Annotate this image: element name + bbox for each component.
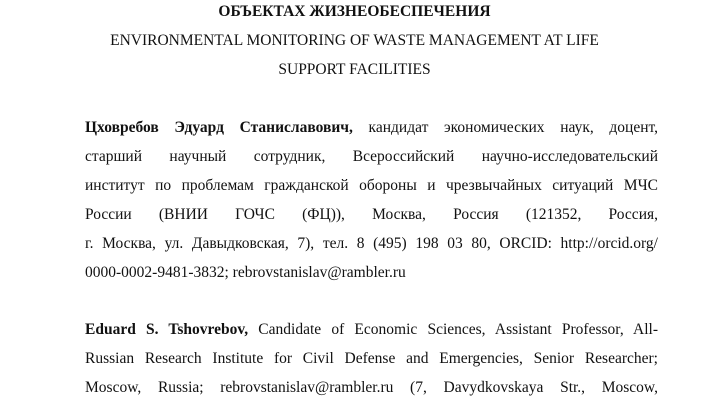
title-russian: ОБЪЕКТАХ ЖИЗНЕОБЕСПЕЧЕНИЯ bbox=[218, 3, 491, 20]
author-ru-line-5: г. Москва, ул. Давыдковская, 7), тел. 8 (495) 198 03 80, ORCID: http://orcid.org/ bbox=[85, 235, 658, 252]
author-en-name: Eduard S. Tshovrebov, bbox=[85, 321, 249, 338]
author-ru-line-1-rest: кандидат экономических наук, доцент, bbox=[368, 119, 658, 136]
author-en-line-1-rest: Candidate of Economic Sciences, Assistant Professor, All- bbox=[258, 321, 658, 338]
author-ru-line-4: России (ВНИИ ГОЧС (ФЦ)), Москва, Россия (121352, Россия, bbox=[85, 206, 658, 223]
title-english-line-2: SUPPORT FACILITIES bbox=[278, 61, 431, 78]
author-en-line-1 bbox=[85, 320, 658, 340]
title-english-line-1: ENVIRONMENTAL MONITORING OF WASTE MANAGEMENT AT LIFE bbox=[110, 32, 599, 49]
author-en-line-3: Moscow, Russia; rebrovstanislav@rambler.ru (7, Davydkovskaya Str., Moscow, bbox=[85, 379, 658, 396]
author-ru-line-1 bbox=[85, 118, 658, 138]
author-en-line-2: Russian Research Institute for Civil Defense and Emergencies, Senior Researcher; bbox=[85, 350, 658, 367]
author-ru-line-6: 0000-0002-9481-3832; rebrovstanislav@rambler.ru bbox=[85, 264, 406, 281]
author-ru-line-3: институт по проблемам гражданской обороны и чрезвычайных ситуаций МЧС bbox=[85, 177, 658, 194]
author-ru-name: Цховребов Эдуард Станиславович, bbox=[85, 119, 353, 136]
author-ru-line-2: старший научный сотрудник, Всероссийский научно-исследовательский bbox=[85, 148, 658, 165]
